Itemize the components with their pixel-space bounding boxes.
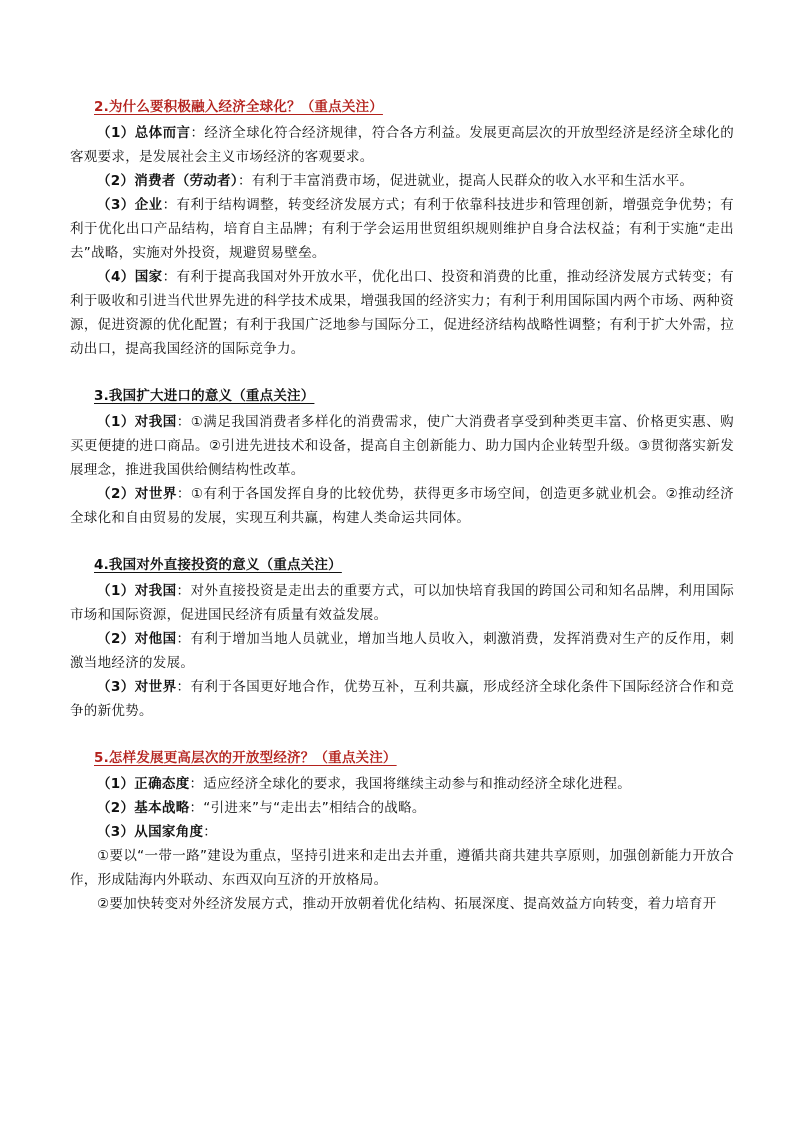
item-label: （4）国家 [97, 269, 163, 285]
item-text: ：有利于各国更好地合作，优势互补，互利共赢，形成经济全球化条件下国际经济合作和竞争的新优势。 [70, 679, 735, 719]
item-label: （1）正确态度 [97, 776, 190, 792]
section-heading: 4.我国对外直接投资的意义（重点关注） [94, 557, 342, 573]
item-text: ：①满足我国消费者多样化的消费需求，使广大消费者享受到种类更丰富、价格更实惠、购买更便捷的进口商品。②引进先进技术和设备，提高自主创新能力、助力国内企业转型升级。③贯彻落实新发展理念，推进我国供给侧结构性改革。 [70, 414, 734, 478]
item-text: ：有利于提高我国对外开放水平，优化出口、投资和消费的比重，推动经济发展方式转变；有利于吸收和引进当代世界先进的科学技术成果，增强我国的经济实力；有利于利用国际国内两个市场、两种资源，促进资源的优化配置；有利于我国广泛地参与国际分工，促进经济结构战略性调整；有利于扩大外需，拉动出口，提高我国经济的国际竞争力。 [70, 269, 734, 357]
document-page [70, 96, 734, 940]
section-heading: 2.为什么要积极融入经济全球化？（重点关注） [94, 99, 383, 115]
item-text: ：有利于增加当地人员就业，增加当地人员收入，刺激消费，发挥消费对生产的反作用，刺激当地经济的发展。 [70, 631, 735, 671]
paragraph [70, 410, 734, 482]
section-heading: 5.怎样发展更高层次的开放型经济？（重点关注） [94, 750, 397, 766]
paragraph [70, 892, 734, 916]
paragraph [70, 627, 734, 675]
item-label: （1）总体而言 [97, 125, 191, 141]
item-label: （2）对他国 [97, 631, 177, 647]
paragraph [70, 482, 734, 530]
paragraph [70, 579, 734, 627]
paragraph [70, 675, 734, 723]
paragraph [70, 121, 734, 169]
item-label: （1）对我国 [97, 583, 177, 599]
item-text: ①要以“一带一路”建设为重点，坚持引进来和走出去并重，遵循共商共建共享原则，加强创新能力开放合作，形成陆海内外联动、东西双向互济的开放格局。 [70, 848, 734, 888]
item-text: ：适应经济全球化的要求，我国将继续主动参与和推动经济全球化进程。 [189, 776, 632, 792]
item-text: ②要加快转变对外经济发展方式，推动开放朝着优化结构、拓展深度、提高效益方向转变，着力培育开 [97, 896, 717, 912]
item-text: ：经济全球化符合经济规律，符合各方利益。发展更高层次的开放型经济是经济全球化的客观要求，是发展社会主义市场经济的客观要求。 [70, 125, 735, 165]
item-label: （2）消费者（劳动者） [97, 173, 238, 189]
paragraph [70, 169, 734, 193]
item-text: ：“引进来”与“走出去”相结合的战略。 [189, 800, 426, 816]
section-5 [70, 747, 734, 916]
paragraph [70, 844, 734, 892]
item-label: （1）对我国 [97, 414, 177, 430]
item-label: （3）对世界 [97, 679, 177, 695]
paragraph [70, 772, 734, 796]
section-heading: 3.我国扩大进口的意义（重点关注） [94, 388, 315, 404]
item-text: ：①有利于各国发挥自身的比较优势，获得更多市场空间，创造更多就业机会。②推动经济全球化和自由贸易的发展，实现互利共赢，构建人类命运共同体。 [70, 486, 734, 526]
paragraph [70, 265, 734, 361]
section-3 [70, 385, 734, 530]
paragraph [70, 796, 734, 820]
paragraph [70, 193, 734, 265]
item-text: ：有利于丰富消费市场，促进就业，提高人民群众的收入水平和生活水平。 [237, 173, 694, 189]
item-label: （2）基本战略 [97, 800, 190, 816]
item-text: ：对外直接投资是走出去的重要方式，可以加快培育我国的跨国公司和知名品牌，利用国际市场和国际资源，促进国民经济有质量有效益发展。 [70, 583, 735, 623]
section-2 [70, 96, 734, 361]
paragraph [70, 820, 734, 844]
item-label: （3）从国家角度 [97, 824, 204, 840]
item-label: （2）对世界 [97, 486, 177, 502]
item-text: ：有利于结构调整，转变经济发展方式；有利于依靠科技进步和管理创新，增强竞争优势；有利于优化出口产品结构，培育自主品牌；有利于学会运用世贸组织规则维护自身合法权益；有利于实施“走出去”战略，实施对外投资，规避贸易壁垒。 [70, 197, 734, 261]
section-4 [70, 554, 734, 723]
item-text: ： [203, 824, 218, 840]
item-label: （3）企业 [97, 197, 163, 213]
